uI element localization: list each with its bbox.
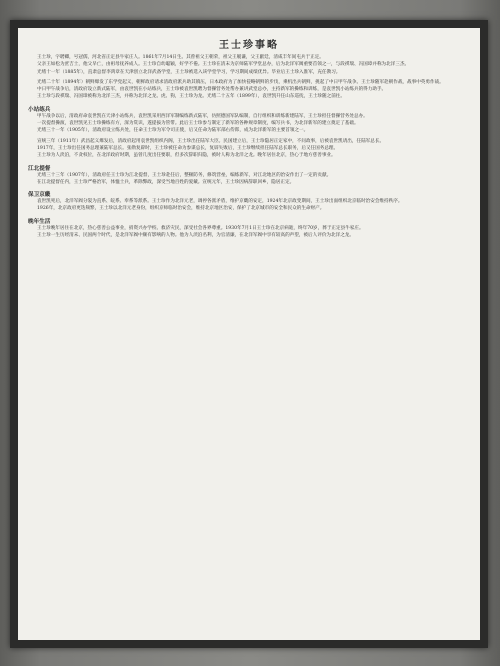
- document-section: [28, 55, 470, 76]
- paragraph: 光绪二十年（1894年）朝鲜爆发了东学党起义，朝鲜政府请求清政府派兵助其镇压，日本政府为了加快侵略朝鲜的步伐，乘机出兵朝鲜，挑起了中日甲午战争。王士珍随军赴朝作战，战事中英勇作战。: [37, 79, 444, 85]
- section-heading: 小站练兵: [28, 106, 51, 113]
- document-section: [28, 164, 470, 187]
- document-section: [28, 80, 470, 101]
- paragraph: 甲午战争以后，清政府命袁世凯在天津小站练兵，袁世凯采用西洋军制编练新式陆军，仿照德国军队编制，自行组织和训练新建陆军，王士珍担任督操营务处总办。: [37, 113, 368, 119]
- paragraph: 1917年，王士珍出任国务总理兼陆军总长。张勋复辟时，王士珍被任命为参谋总长，复辟失败后，王士珍继续担任陆军总长职务，后又任国务总理。: [37, 145, 339, 151]
- document-section: [28, 105, 470, 135]
- document-content: [28, 34, 470, 634]
- paragraph: 王士珍晚年居住在北京，热心慈善公益事业，捐资兴办学校、救济灾民，深受社会各界尊重。1930年7月1日王士珍在北京病逝，终年70岁，葬于正定县牛家庄。: [37, 225, 364, 231]
- paragraph: 王士珍与段祺瑞、冯国璋被称为北洋三杰，并称为北洋之龙、虎、狗，王士珍为龙。光绪二十五年（1899年），袁世凯升任山东巡抚，王士珍随之前往。: [37, 94, 345, 100]
- document-section: [28, 139, 470, 160]
- paragraph: 父亲王如松为庶吉士，他父早亡，由祖母抚养成人。王士珍自幼聪颖，好学不倦。王士珍在清末为京师陆军学堂总办，后为北洋军阀重要首领之一，与段祺瑞、冯国璋并称为北洋三杰。: [37, 62, 410, 68]
- paragraph: 王士珍，字聘卿，号冠儒，河北省正定县牛家庄人。1861年7月14日生。其曾祖父王朝荣，祖父王履谦，父王献廷，清咸丰年间屯兵于正定。: [37, 55, 324, 60]
- section-heading: 江北提督: [28, 165, 51, 172]
- paragraph: 光绪十一年（1885年），直隶总督李鸿章在天津创立北洋武备学堂，王士珍被选入该学堂学习，学习期间成绩优异。毕业后王士珍入淮军，充任教习。: [37, 69, 341, 75]
- section-heading: 保卫京畿: [28, 192, 51, 199]
- paragraph: 袁世凯死后，北洋军阀分裂为直系、皖系、奉系等派系。王士珍作为北洋元老，调停各派矛盾，维护京畿的安定，1924年北京政变期间，王士珍出面组织北京临时治安会维持秩序。: [37, 199, 403, 205]
- paragraph: 王士珍一生历经清末、民国两个时代，是北洋军阀中颇有影响的人物。他为人淡泊名利，为官清廉，在北洋军阀中享有较高的声望，被后人评价为北洋之龙。: [37, 233, 354, 239]
- poster-sheet: [18, 28, 480, 640]
- paragraph: 1926年，北京政府更迭频繁，王士珍以北洋元老身份，组织京师临时治安会，维持北京地区治安，保护了北京城市的安全和民众的生命财产。: [37, 206, 325, 212]
- section-heading: 晚年生活: [28, 218, 51, 225]
- paragraph: 宣统三年（1911年）武昌起义爆发后，清政府起用袁世凯组织内阁，王士珍出任陆军大臣。民国建立后，王士珍隐居正定家中，不问政事，后被袁世凯请出，任陆军总长。: [37, 138, 385, 144]
- document-section: [28, 190, 470, 213]
- paragraph: 王士珍为人淡泊，不贪权位，在北洋政府时期，虽曾几度出任要职，但多次辞职归隐，被时人称为北洋之龙。晚年居住北京，热心于地方慈善事业。: [37, 153, 336, 159]
- paragraph: 中日甲午战争后，清政府设立新式陆军，由袁世凯在小站练兵，王士珍被袁世凯聘为督操营务处帮办兼讲武堂总办，主持新军的操练和训练，是袁世凯小站练兵的得力助手。: [37, 87, 387, 93]
- sections-container: [28, 55, 470, 239]
- paragraph: 在江北提督任内，王士珍严格治军，体恤士兵，革除弊政，深受当地百姓的爱戴。宣统元年，王士珍因病辞职回乡，隐居正定。: [37, 179, 295, 185]
- paragraph: 一次提督操演，袁世凯见王士珍操练有方，深为赏识，遂提拔为管带。此后王士珍参与制定了新军的各种规章制度，编写兵书，为北洋新军的建立奠定了基础。: [37, 121, 359, 127]
- document-title: 王士珍事略: [219, 40, 279, 51]
- paragraph: 光绪三十三年（1907年），清政府任王士珍为江北提督，王士珍赴任后，整顿防务，修筑营垒，编练新军，对江北地区的治安作出了一定的贡献。: [37, 172, 332, 178]
- paragraph: 光绪三十一年（1905年），清政府设立练兵处，任命王士珍为军令司正使，后又任命为陆军部右侍郎，成为北洋新军的主要首领之一。: [37, 128, 309, 134]
- poster-frame: [10, 20, 488, 648]
- document-section: [28, 217, 470, 240]
